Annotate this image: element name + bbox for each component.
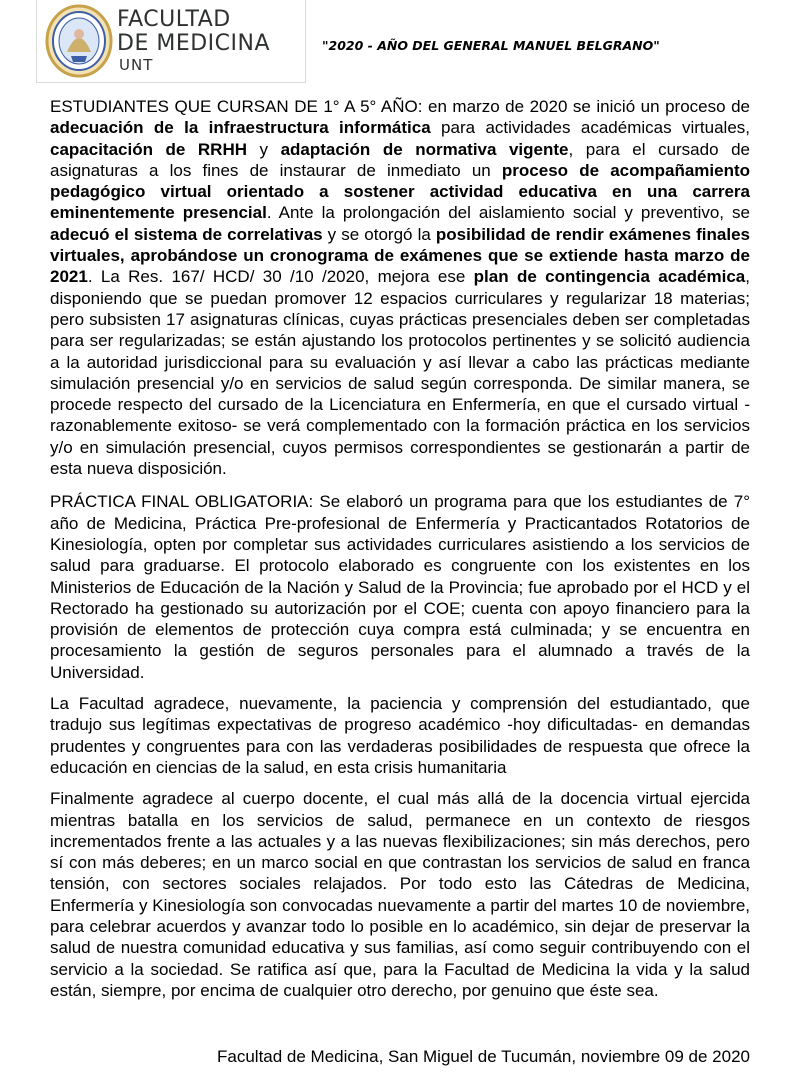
letterhead: [30, 0, 770, 82]
document-body: [50, 96, 750, 1011]
text-run: y: [247, 139, 281, 159]
text-run: y se otorgó la: [322, 224, 436, 244]
paragraph-gratitude-students: [50, 693, 750, 778]
text-run: , para el cursado de asignaturas a los fines de instaurar de inmediato un: [50, 139, 750, 180]
bold-phrase: proceso de acompañamiento pedagógico virtual orientado a sostener actividad educativa en una carrera eminentemente presencial: [50, 160, 751, 223]
bold-phrase: adecuó el sistema de correlativas: [50, 224, 323, 244]
bold-phrase: capacitación de RRHH: [50, 139, 247, 159]
text-run: PRÁCTICA FINAL OBLIGATORIA: Se elaboró un programa para que los estudiantes de 7° año de Medicina, Práctica Pre-profesional de Enfermería y Practicantados Rotatorios de Kinesiología, opten por completar sus actividades curriculares asistiendo a los servicios de salud para graduarse. El protocolo elaborado es congruente con los existentes en los Ministerios de Educación de la Nación y Salud de la Provincia; fue aprobado por el HCD y el Rectorado ha gestionado su autorización por el COE; cuenta con apoyo financiero para la provisión de elementos de protección cuya compra está culminada; y se encuentra en procesamiento la gestión de seguros personales para el alumnado a través de la Universidad.: [50, 492, 750, 682]
bold-phrase: plan de contingencia académica: [473, 267, 746, 287]
faculty-logo: [36, 0, 306, 83]
text-run: ESTUDIANTES QUE CURSAN DE 1° A 5° AÑO: en marzo de 2020 se inició un proceso de: [50, 97, 750, 116]
text-run: . Ante la prolongación del aislamiento social y preventivo, se: [266, 203, 750, 223]
bold-phrase: adaptación de normativa vigente: [280, 139, 569, 159]
closing-date-line: Facultad de Medicina, San Miguel de Tucumán, noviembre 09 de 2020: [217, 1047, 750, 1066]
bold-phrase: posibilidad de rendir exámenes finales virtuales, aprobándose un cronograma de exámenes que se extiende hasta marzo de 2021: [50, 224, 750, 287]
text-run: , disponiendo que se puedan promover 12 espacios curriculares y regularizar 18 materias; pero subsisten 17 asignaturas clínicas, cuyas prácticas presenciales deben ser completadas para ser regularizadas; se están ajustando los protocolos pertinentes y se solicitó audiencia a la autoridad jurisdiccional para su evaluación y así llevar a cabo las prácticas mediante simulación presencial y/o en servicios de salud según corresponda. De similar manera, se procede respecto del cursado de la Licenciatura en Enfermería, en que el cursado virtual -razonablemente exitoso- se verá complementado con la formación práctica en los servicios y/o en simulación presencial, cuyos permisos correspondientes se gestionarán a partir de esta nueva disposición.: [50, 267, 750, 479]
institution-line-1: FACULTAD: [117, 7, 231, 32]
paragraph-gratitude-teachers: [50, 788, 750, 1001]
paragraph-final-practice: [50, 491, 750, 683]
faculty-seal-icon: [45, 4, 113, 78]
text-run: . La Res. 167/ HCD/ 30 /10 /2020, mejora ese: [87, 267, 474, 287]
year-motto: "2020 - AÑO DEL GENERAL MANUEL BELGRANO": [322, 38, 660, 53]
university-acronym: UNT: [119, 56, 154, 74]
institution-name: [117, 8, 270, 56]
bold-phrase: adecuación de la infraestructura informática: [50, 118, 431, 138]
text-run: Finalmente agradece al cuerpo docente, el cual más allá de la docencia virtual ejercida mientras batalla en los servicios de salud, permanece en un contexto de riesgos incrementados frente a las actuales y a las nuevas flexibilizaciones; sin más derechos, pero sí con más deberes; en un marco social en que contrastan los servicios de salud en franca tensión, con sectores sociales relajados. Por todo esto las Cátedras de Medicina, Enfermería y Kinesiología son convocadas nuevamente a partir del martes 10 de noviembre, para celebrar acuerdos y avanzar todo lo posible en lo académico, sin dejar de preservar la salud de nuestra comunidad educativa y sus familias, así como seguir contribuyendo con el servicio a la sociedad. Se ratifica así que, para la Facultad de Medicina la vida y la salud están, siempre, por encima de cualquier otro derecho, por genuino que éste sea.: [50, 789, 750, 1000]
text-run: para actividades académicas virtuales,: [430, 118, 750, 138]
paragraph-students: [50, 96, 750, 479]
text-run: La Facultad agradece, nuevamente, la paciencia y comprensión del estudiantado, que tradujo sus legítimas expectativas de progreso académico -hoy dificultadas- en demandas prudentes y congruentes para con las verdaderas posibilidades de respuesta que ofrece la educación en ciencias de la salud, en esta crisis humanitaria: [50, 694, 750, 777]
institution-line-2: DE MEDICINA: [117, 31, 271, 56]
